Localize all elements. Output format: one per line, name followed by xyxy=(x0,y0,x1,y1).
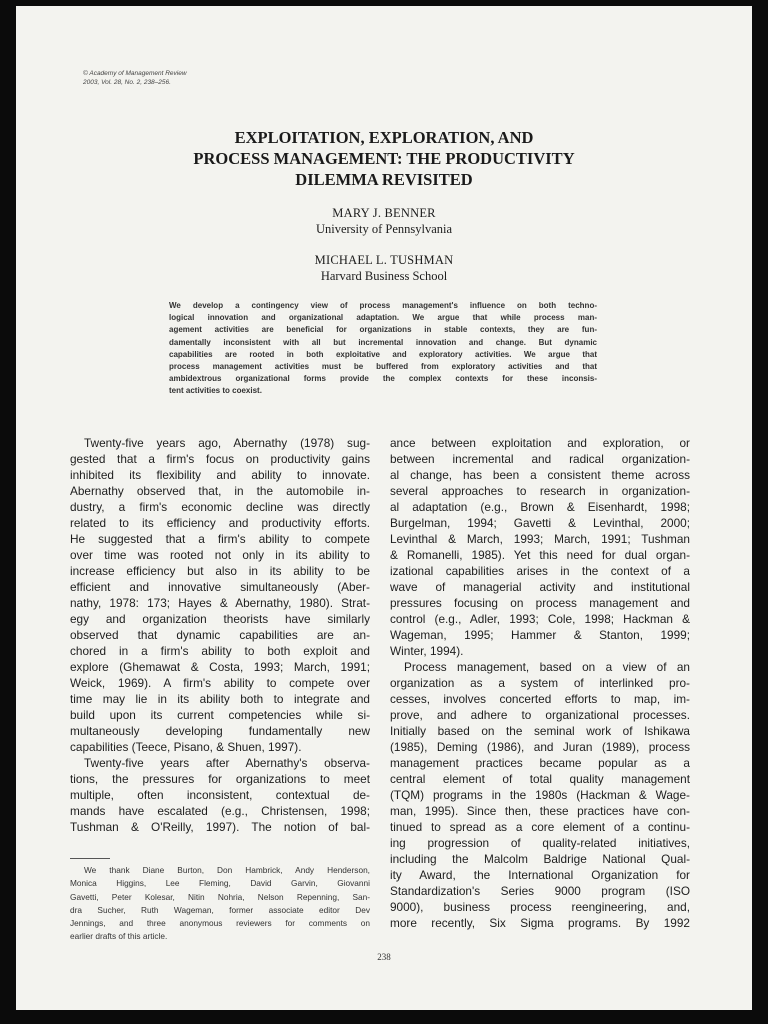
abstract-line: We develop a contingency view of process management's influence on both techno- xyxy=(169,301,597,310)
body-line: inhibited its flexibility and ability to innovate. xyxy=(70,468,370,482)
body-line: management practices became popular as a xyxy=(390,756,690,770)
abstract-line: capabilities are rooted in both exploitative and exploratory activities. We argue that xyxy=(169,349,597,359)
body-line: Twenty-five years ago, Abernathy (1978) sug- xyxy=(84,436,370,450)
body-line: Burgelman, 1994; Gavetti & Levinthal, 2000; xyxy=(390,516,690,530)
body-line: several approaches to research in organization- xyxy=(390,484,690,498)
body-line: Process management, based on a view of an xyxy=(404,660,690,674)
footnote-line: dra Sucher, Ruth Wageman, former associate editor Dev xyxy=(70,904,370,915)
author-block xyxy=(16,252,752,284)
abstract-line: tent activities to coexist. xyxy=(169,386,262,396)
body-line: cesses, involves concerted efforts to map, im- xyxy=(390,692,690,706)
body-line: tinued to spread as a core element of a continu- xyxy=(390,820,690,834)
abstract-line: agement activities are beneficial for organizations in stable contexts, they are fun- xyxy=(169,325,597,335)
body-line: 9000), business process reengineering, and, xyxy=(390,900,690,914)
abstract-line: damentally inconsistent with all but incremental innovation and change. But dynamic xyxy=(169,337,597,347)
body-column-right xyxy=(390,435,690,931)
body-line: over time was rooted not only in its ability to xyxy=(70,548,370,562)
footnote-line: Monica Higgins, Lee Fleming, David Garvin, Giovanni xyxy=(70,878,370,889)
body-line: nathy, 1978: 173; Hayes & Abernathy, 1980). Strat- xyxy=(70,596,370,610)
body-line: including the Malcolm Baldrige National Qual- xyxy=(390,852,690,866)
body-line: egy and organization theorists have similarly xyxy=(70,612,370,626)
abstract-line: process management activities must be buffered from exploratory activities and that xyxy=(169,362,597,372)
citation-journal: © Academy of Management Review xyxy=(83,70,187,77)
body-line: multiple, often inconsistent, contextual de- xyxy=(70,788,370,802)
body-line: ing progression of quality-related initiatives, xyxy=(390,836,690,850)
body-line: more recently, Six Sigma programs. By 1992 xyxy=(390,916,690,930)
abstract-line: logical innovation and organizational adaptation. We argue that while process man- xyxy=(169,313,597,323)
body-line: Abernathy observed that, in the automobile in- xyxy=(70,484,370,498)
abstract xyxy=(169,300,597,398)
body-line: (TQM) programs in the 1980s (Hackman & Wage- xyxy=(390,788,690,802)
footnote xyxy=(70,864,370,944)
body-line: dustry, a firm's economic decline was directly xyxy=(70,500,370,514)
body-line: wave of managerial activity and institutional xyxy=(390,580,690,594)
abstract-line: ambidextrous organizational forms provide the complex contexts for these inconsis- xyxy=(169,374,597,384)
author-name: MARY J. BENNER xyxy=(332,206,436,220)
body-line: He suggested that a firm's ability to compete xyxy=(70,532,370,546)
body-line: al change, has been a consistent theme across xyxy=(390,468,690,482)
citation-details: 2003, Vol. 28, No. 2, 238–256. xyxy=(83,79,171,86)
body-line: Tushman & O'Reilly, 1997). The notion of bal- xyxy=(70,820,370,834)
body-line: Standardization's Series 9000 program (ISO xyxy=(390,884,690,898)
body-line: Twenty-five years after Abernathy's observa- xyxy=(84,756,370,770)
body-line: pressures focusing on process management and xyxy=(390,596,690,610)
body-line: multaneously developing fundamentally new xyxy=(70,724,370,738)
body-line: explore (Ghemawat & Costa, 1993; March, 1991; xyxy=(70,660,370,674)
body-line: mands have escalated (e.g., Christensen, 1998; xyxy=(70,804,370,818)
body-line: Wageman, 1995; Hammer & Stanton, 1999; xyxy=(390,628,690,642)
page-number: 238 xyxy=(377,952,391,962)
body-line: ance between exploitation and exploration, or xyxy=(390,436,690,450)
body-line: observed that dynamic capabilities are an- xyxy=(70,628,370,642)
author-affiliation: University of Pennsylvania xyxy=(315,222,453,236)
body-line: Weick, 1969). A firm's ability to compete over xyxy=(70,676,370,690)
body-line: organization as a system of interlinked pro- xyxy=(390,676,690,690)
body-line: & Romanelli, 1985). Yet this need for dual organ- xyxy=(390,548,690,562)
title-line: PROCESS MANAGEMENT: THE PRODUCTIVITY xyxy=(193,149,575,168)
body-line: Winter, 1994). xyxy=(390,644,464,658)
body-line: efficient and innovative simultaneously (Aber- xyxy=(70,580,370,594)
body-line: izational capabilities arises in the context of a xyxy=(390,564,690,578)
journal-page xyxy=(16,6,752,1010)
article-title xyxy=(16,127,752,190)
body-line: Initially based on the seminal work of Ishikawa xyxy=(390,724,690,738)
journal-citation xyxy=(83,69,187,87)
body-line: chored in a firm's ability to both exploit and xyxy=(70,644,370,658)
body-line: prove, and adhere to organizational processes. xyxy=(390,708,690,722)
body-line: ity Award, the International Organization for xyxy=(390,868,690,882)
body-line: (1985), Deming (1986), and Juran (1989), process xyxy=(390,740,690,754)
body-line: increase efficiency but also in its ability to be xyxy=(70,564,370,578)
body-line: man, 1995). Since then, these practices have con- xyxy=(390,804,690,818)
author-block xyxy=(16,205,752,237)
footnote-line: Jennings, and three anonymous reviewers for comments on xyxy=(70,918,370,929)
body-line: Levinthal & March, 1993; March, 1991; Tushman xyxy=(390,532,690,546)
body-line: gested that a firm's focus on productivity gains xyxy=(70,452,370,466)
title-line: DILEMMA REVISITED xyxy=(295,170,473,189)
body-column-left xyxy=(70,435,370,835)
body-line: build upon its current competencies while si- xyxy=(70,708,370,722)
author-affiliation: Harvard Business School xyxy=(320,269,448,283)
body-line: central element of total quality management xyxy=(390,772,690,786)
body-line: control (e.g., Adler, 1993; Cole, 1998; Hackman & xyxy=(390,612,690,626)
footnote-line: earlier drafts of this article. xyxy=(70,931,168,942)
footnote-rule xyxy=(70,858,110,859)
body-line: time may lie in its ability both to integrate and xyxy=(70,692,370,706)
footnote-line: Gavetti, Peter Kolesar, Nitin Nohria, Nelson Repenning, San- xyxy=(70,891,370,902)
body-line: capabilities (Teece, Pisano, & Shuen, 1997). xyxy=(70,740,302,754)
body-line: tions, the pressures for organizations to meet xyxy=(70,772,370,786)
footnote-line: We thank Diane Burton, Don Hambrick, Andy Henderson, xyxy=(84,865,370,875)
body-line: between incremental and radical organization- xyxy=(390,452,690,466)
author-name: MICHAEL L. TUSHMAN xyxy=(314,253,454,267)
body-line: related to its efficiency and productivity efforts. xyxy=(70,516,370,530)
body-line: al adaptation (e.g., Brown & Eisenhardt, 1998; xyxy=(390,500,690,514)
title-line: EXPLOITATION, EXPLORATION, AND xyxy=(234,128,534,147)
